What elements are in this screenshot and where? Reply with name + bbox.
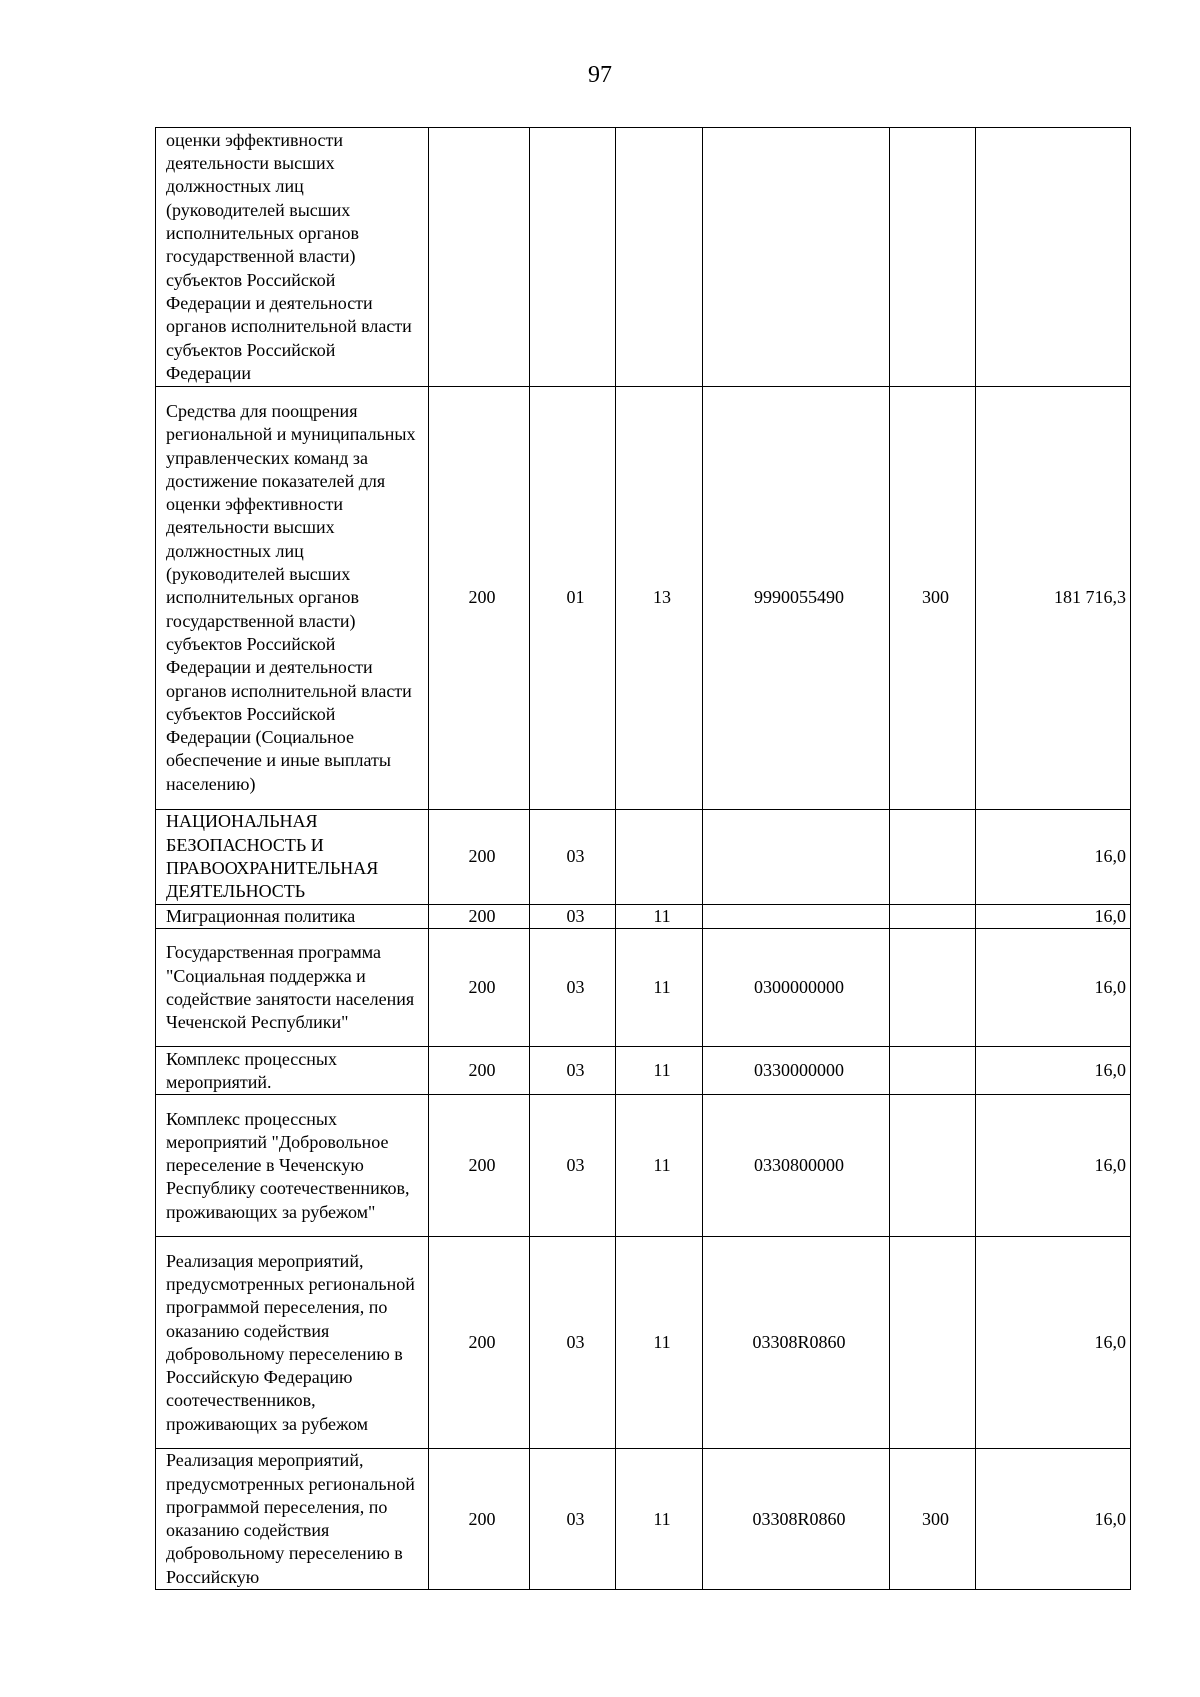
row-target-article-cell [703, 128, 890, 387]
row-amount-cell: 16,0 [976, 810, 1131, 905]
row-name-cell: Реализация мероприятий, предусмотренных региональной программой переселения, по оказанию содействия добровольному переселению в Российскую [156, 1449, 429, 1590]
row-expense-type-cell [890, 810, 976, 905]
table-row [156, 1047, 1131, 1095]
row-name-cell: НАЦИОНАЛЬНАЯ БЕЗОПАСНОСТЬ И ПРАВООХРАНИТЕЛЬНАЯ ДЕЯТЕЛЬНОСТЬ [156, 810, 429, 905]
table-row [156, 387, 1131, 810]
row-admin-code-cell: 200 [429, 810, 530, 905]
row-section-cell: 03 [530, 929, 616, 1047]
row-subsection-cell [616, 810, 703, 905]
row-expense-type-cell [890, 929, 976, 1047]
row-name-cell: Государственная программа "Социальная поддержка и содействие занятости населения Чеченской Республики" [156, 929, 429, 1047]
row-admin-code-cell: 200 [429, 1449, 530, 1590]
row-subsection-cell: 11 [616, 929, 703, 1047]
table-row [156, 1449, 1131, 1590]
row-subsection-cell: 11 [616, 1095, 703, 1237]
row-amount-cell: 181 716,3 [976, 387, 1131, 810]
row-amount-cell: 16,0 [976, 929, 1131, 1047]
row-amount-cell: 16,0 [976, 1047, 1131, 1095]
row-admin-code-cell [429, 128, 530, 387]
row-target-article-cell: 9990055490 [703, 387, 890, 810]
row-admin-code-cell: 200 [429, 387, 530, 810]
budget-table [155, 127, 1131, 1590]
row-name-cell: Комплекс процессных мероприятий. [156, 1047, 429, 1095]
table-row [156, 810, 1131, 905]
table-row [156, 929, 1131, 1047]
row-admin-code-cell: 200 [429, 929, 530, 1047]
row-section-cell: 03 [530, 810, 616, 905]
row-target-article-cell: 0330800000 [703, 1095, 890, 1237]
row-expense-type-cell [890, 1237, 976, 1449]
table-row [156, 1237, 1131, 1449]
row-amount-cell [976, 128, 1131, 387]
row-target-article-cell [703, 810, 890, 905]
table-row [156, 905, 1131, 929]
row-expense-type-cell: 300 [890, 1449, 976, 1590]
row-expense-type-cell [890, 905, 976, 929]
row-section-cell: 03 [530, 1047, 616, 1095]
row-name-cell: Средства для поощрения региональной и муниципальных управленческих команд за достижение показателей для оценки эффективности деятельности высших должностных лиц (руководителей высших исполнительных органов государственной власти) субъектов Российской Федерации и деятельности органов исполнительной власти субъектов Российской Федерации (Социальное обеспечение и иные выплаты населению) [156, 387, 429, 810]
row-section-cell: 03 [530, 1237, 616, 1449]
row-target-article-cell: 0330000000 [703, 1047, 890, 1095]
row-admin-code-cell: 200 [429, 1047, 530, 1095]
table-row [156, 1095, 1131, 1237]
row-admin-code-cell: 200 [429, 905, 530, 929]
row-target-article-cell: 0300000000 [703, 929, 890, 1047]
row-admin-code-cell: 200 [429, 1237, 530, 1449]
row-subsection-cell: 13 [616, 387, 703, 810]
row-expense-type-cell [890, 1095, 976, 1237]
row-amount-cell: 16,0 [976, 1237, 1131, 1449]
row-section-cell: 03 [530, 1095, 616, 1237]
row-expense-type-cell: 300 [890, 387, 976, 810]
row-subsection-cell: 11 [616, 1047, 703, 1095]
row-subsection-cell: 11 [616, 1237, 703, 1449]
row-name-cell: оценки эффективности деятельности высших должностных лиц (руководителей высших исполнительных органов государственной власти) субъектов Российской Федерации и деятельности органов исполнительной власти субъектов Российской Федерации [156, 128, 429, 387]
row-section-cell: 03 [530, 1449, 616, 1590]
row-expense-type-cell [890, 1047, 976, 1095]
row-amount-cell: 16,0 [976, 1449, 1131, 1590]
row-amount-cell: 16,0 [976, 1095, 1131, 1237]
row-name-cell: Реализация мероприятий, предусмотренных региональной программой переселения, по оказанию содействия добровольному переселению в Российскую Федерацию соотечественников, проживающих за рубежом [156, 1237, 429, 1449]
table-row [156, 128, 1131, 387]
row-admin-code-cell: 200 [429, 1095, 530, 1237]
row-target-article-cell [703, 905, 890, 929]
row-subsection-cell [616, 128, 703, 387]
row-subsection-cell: 11 [616, 1449, 703, 1590]
row-expense-type-cell [890, 128, 976, 387]
row-name-cell: Комплекс процессных мероприятий "Добровольное переселение в Чеченскую Республику соотечественников, проживающих за рубежом" [156, 1095, 429, 1237]
row-amount-cell: 16,0 [976, 905, 1131, 929]
row-subsection-cell: 11 [616, 905, 703, 929]
row-section-cell [530, 128, 616, 387]
row-name-cell: Миграционная политика [156, 905, 429, 929]
page-number: 97 [588, 62, 612, 88]
row-section-cell: 03 [530, 905, 616, 929]
row-target-article-cell: 03308R0860 [703, 1237, 890, 1449]
row-section-cell: 01 [530, 387, 616, 810]
row-target-article-cell: 03308R0860 [703, 1449, 890, 1590]
